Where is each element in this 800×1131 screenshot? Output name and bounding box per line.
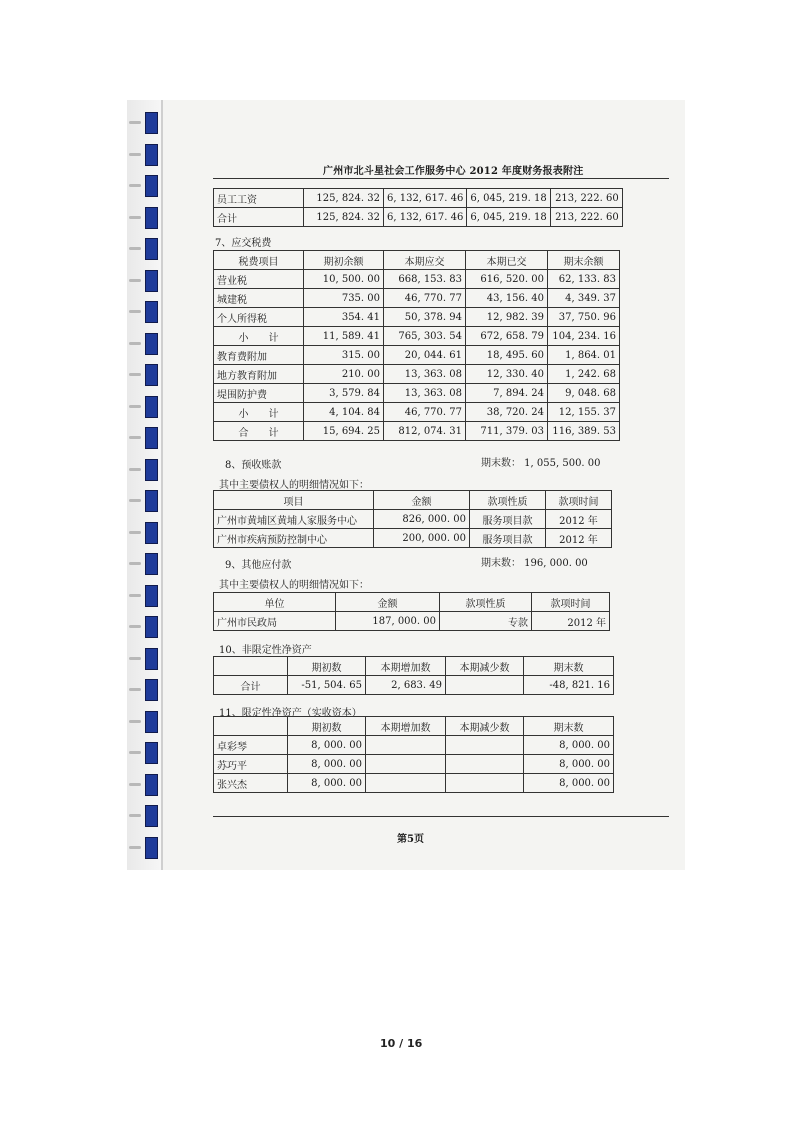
binding-ring: [129, 373, 141, 376]
table-header-row: [214, 657, 614, 676]
cell: 213, 222. 60: [550, 208, 622, 227]
binding-ring: [129, 405, 141, 408]
cell: 6, 132, 617. 46: [384, 208, 467, 227]
binding-ring: [129, 814, 141, 817]
cell: 2012 年: [546, 510, 612, 529]
cell: 8, 000. 00: [288, 736, 366, 755]
cell: 12, 155. 37: [548, 403, 620, 422]
binding-tab: [145, 648, 158, 670]
cell: 3, 579. 84: [304, 384, 384, 403]
column-header: 期初数: [288, 717, 366, 736]
table-row: [214, 346, 620, 365]
cell: 812, 074. 31: [384, 422, 466, 441]
cell: 合计: [214, 208, 304, 227]
column-header: 税费项目: [214, 251, 304, 270]
binding-ring: [129, 594, 141, 597]
binding-ring: [129, 625, 141, 628]
cell: 服务项目款: [470, 510, 546, 529]
cell: 城建税: [214, 289, 304, 308]
cell: 50, 378. 94: [384, 308, 466, 327]
table-header-row: [214, 491, 612, 510]
binding-tab: [145, 301, 158, 323]
cell: 教育费附加: [214, 346, 304, 365]
cell: 广州市黄埔区黄埔人家服务中心: [214, 510, 374, 529]
cell: 315. 00: [304, 346, 384, 365]
binding-ring: [129, 310, 141, 313]
cell: 8, 000. 00: [524, 736, 614, 755]
binding-ring: [129, 657, 141, 660]
cell: 9, 048. 68: [548, 384, 620, 403]
binding-ring: [129, 436, 141, 439]
binding-tab: [145, 270, 158, 292]
table-row: [214, 270, 620, 289]
cell: 地方教育附加: [214, 365, 304, 384]
table-row: [214, 774, 614, 793]
binding-ring: [129, 562, 141, 565]
column-header: 期初数: [288, 657, 366, 676]
binding-tab: [145, 333, 158, 355]
cell: 小 计: [214, 327, 304, 346]
cell: -51, 504. 65: [288, 676, 366, 695]
footer-rule: [213, 816, 669, 817]
cell: 735. 00: [304, 289, 384, 308]
binding-tab: [145, 805, 158, 827]
column-header: 项目: [214, 491, 374, 510]
cell: 20, 044. 61: [384, 346, 466, 365]
binding-tab: [145, 112, 158, 134]
cell: 46, 770. 77: [384, 289, 466, 308]
unrestricted-net-assets-table: [213, 656, 614, 695]
cell: 2012 年: [546, 529, 612, 548]
cell: 4, 349. 37: [548, 289, 620, 308]
tax-table: [213, 250, 620, 441]
binding-tab: [145, 742, 158, 764]
cell: 43, 156. 40: [466, 289, 548, 308]
binding-ring: [129, 121, 141, 124]
binding-tab: [145, 711, 158, 733]
binding-tab: [145, 207, 158, 229]
cell: 200, 000. 00: [374, 529, 470, 548]
cell: 苏巧平: [214, 755, 288, 774]
binding-tab: [145, 553, 158, 575]
cell: 1, 242. 68: [548, 365, 620, 384]
cell: 4, 104. 84: [304, 403, 384, 422]
cell: 1, 864. 01: [548, 346, 620, 365]
scanned-page: [127, 100, 685, 870]
binding-tab: [145, 427, 158, 449]
table-row: [214, 736, 614, 755]
binding-tab: [145, 396, 158, 418]
cell: 广州市疾病预防控制中心: [214, 529, 374, 548]
cell: 213, 222. 60: [550, 189, 622, 208]
table-row: [214, 676, 614, 695]
column-header: 金额: [374, 491, 470, 510]
binding-tab: [145, 837, 158, 859]
binding-tab: [145, 459, 158, 481]
cell: 116, 389. 53: [548, 422, 620, 441]
binding-tab: [145, 616, 158, 638]
binding-tab: [145, 774, 158, 796]
footer-page-number: 第5页: [397, 834, 424, 845]
cell: 8, 000. 00: [524, 774, 614, 793]
section-8-title: 8、预收账款: [225, 460, 282, 471]
cell: 616, 520. 00: [466, 270, 548, 289]
cell: [446, 676, 524, 695]
binding-ring: [129, 342, 141, 345]
binding-ring: [129, 531, 141, 534]
cell: 62, 133. 83: [548, 270, 620, 289]
column-header: 单位: [214, 593, 336, 612]
binding-edge: [161, 100, 163, 870]
binding-tab: [145, 238, 158, 260]
column-header: [214, 717, 288, 736]
column-header: 期末余额: [548, 251, 620, 270]
cell: 服务项目款: [470, 529, 546, 548]
table-row: [214, 384, 620, 403]
cell: 6, 132, 617. 46: [384, 189, 467, 208]
cell: 堤围防护费: [214, 384, 304, 403]
column-header: 期初余额: [304, 251, 384, 270]
column-header: 本期减少数: [446, 657, 524, 676]
restricted-net-assets-table: [213, 716, 614, 793]
document-page: [165, 100, 685, 870]
table-row: [214, 422, 620, 441]
cell: [446, 755, 524, 774]
binding-ring: [129, 247, 141, 250]
table-row: [214, 289, 620, 308]
table-row: [214, 510, 612, 529]
cell: [366, 755, 446, 774]
wages-table: [213, 188, 623, 227]
table-row: [214, 327, 620, 346]
cell: 6, 045, 219. 18: [467, 189, 550, 208]
cell: 104, 234. 16: [548, 327, 620, 346]
cell: 7, 894. 24: [466, 384, 548, 403]
cell: 8, 000. 00: [524, 755, 614, 774]
column-header: 本期减少数: [446, 717, 524, 736]
binding-ring: [129, 279, 141, 282]
column-header: 期末数: [524, 657, 614, 676]
binding-ring: [129, 751, 141, 754]
column-header: 金额: [336, 593, 440, 612]
column-header: 款项性质: [470, 491, 546, 510]
table-row: [214, 365, 620, 384]
cell: 2, 683. 49: [366, 676, 446, 695]
binding-ring: [129, 468, 141, 471]
cell: 11, 589. 41: [304, 327, 384, 346]
cell: 210. 00: [304, 365, 384, 384]
section-9-end-value: 期末数： 196, 000. 00: [481, 558, 588, 569]
cell: 专款: [440, 612, 532, 631]
column-header: 款项时间: [532, 593, 610, 612]
other-payables-table: [213, 592, 610, 631]
binding-tab: [145, 585, 158, 607]
binding-tab: [145, 522, 158, 544]
cell: 672, 658. 79: [466, 327, 548, 346]
column-header: 本期已交: [466, 251, 548, 270]
binding-tab: [145, 490, 158, 512]
section-9-subtitle: 其中主要债权人的明细情况如下：: [219, 580, 369, 591]
binding-ring: [129, 783, 141, 786]
cell: 6, 045, 219. 18: [467, 208, 550, 227]
cell: 广州市民政局: [214, 612, 336, 631]
binding-ring: [129, 216, 141, 219]
table-row: [214, 189, 623, 208]
cell: 合计: [214, 676, 288, 695]
column-header: 本期增加数: [366, 717, 446, 736]
cell: 12, 330. 40: [466, 365, 548, 384]
section-8-end-value: 期末数： 1, 055, 500. 00: [481, 458, 601, 469]
cell: 个人所得税: [214, 308, 304, 327]
binding-ring: [129, 688, 141, 691]
cell: 员工工资: [214, 189, 304, 208]
cell: 卓彩琴: [214, 736, 288, 755]
binding-ring: [129, 846, 141, 849]
cell: 711, 379. 03: [466, 422, 548, 441]
column-header: [214, 657, 288, 676]
table-row: [214, 612, 610, 631]
binding-ring: [129, 499, 141, 502]
column-header: 本期增加数: [366, 657, 446, 676]
cell: 营业税: [214, 270, 304, 289]
cell: 15, 694. 25: [304, 422, 384, 441]
section-9-title: 9、其他应付款: [225, 560, 292, 571]
cell: [366, 736, 446, 755]
cell: 37, 750. 96: [548, 308, 620, 327]
pdf-page-indicator: 10 / 16: [380, 1037, 423, 1050]
cell: 张兴杰: [214, 774, 288, 793]
section-8-subtitle: 其中主要债权人的明细情况如下：: [219, 480, 369, 491]
table-row: [214, 208, 623, 227]
cell: 2012 年: [532, 612, 610, 631]
table-row: [214, 403, 620, 422]
cell: 125, 824. 32: [304, 189, 384, 208]
cell: 10, 500. 00: [304, 270, 384, 289]
cell: 8, 000. 00: [288, 755, 366, 774]
cell: 8, 000. 00: [288, 774, 366, 793]
binding-ring: [129, 720, 141, 723]
cell: 小 计: [214, 403, 304, 422]
binding-tab: [145, 175, 158, 197]
cell: [446, 774, 524, 793]
page-header-title: 广州市北斗星社会工作服务中心 2012 年度财务报表附注: [323, 166, 584, 177]
header-rule: [213, 178, 669, 179]
column-header: 本期应交: [384, 251, 466, 270]
table-row: [214, 755, 614, 774]
spiral-binding: [127, 100, 163, 870]
cell: 826, 000. 00: [374, 510, 470, 529]
cell: 354. 41: [304, 308, 384, 327]
cell: 18, 495. 60: [466, 346, 548, 365]
cell: 668, 153. 83: [384, 270, 466, 289]
cell: 12, 982. 39: [466, 308, 548, 327]
cell: 765, 303. 54: [384, 327, 466, 346]
table-row: [214, 529, 612, 548]
cell: 187, 000. 00: [336, 612, 440, 631]
binding-tab: [145, 144, 158, 166]
table-header-row: [214, 593, 610, 612]
table-header-row: [214, 251, 620, 270]
cell: 13, 363. 08: [384, 365, 466, 384]
cell: 125, 824. 32: [304, 208, 384, 227]
cell: 13, 363. 08: [384, 384, 466, 403]
column-header: 期末数: [524, 717, 614, 736]
cell: -48, 821. 16: [524, 676, 614, 695]
cell: 合 计: [214, 422, 304, 441]
section-7-title: 7、应交税费: [215, 238, 272, 249]
section-11-title: 11、限定性净资产（实收资本）: [219, 708, 362, 719]
cell: [446, 736, 524, 755]
binding-ring: [129, 153, 141, 156]
table-row: [214, 308, 620, 327]
binding-ring: [129, 184, 141, 187]
advance-receipts-table: [213, 490, 612, 548]
cell: 38, 720. 24: [466, 403, 548, 422]
binding-tab: [145, 364, 158, 386]
cell: 46, 770. 77: [384, 403, 466, 422]
column-header: 款项性质: [440, 593, 532, 612]
cell: [366, 774, 446, 793]
table-header-row: [214, 717, 614, 736]
column-header: 款项时间: [546, 491, 612, 510]
binding-tab: [145, 679, 158, 701]
section-10-title: 10、非限定性净资产: [219, 645, 312, 656]
